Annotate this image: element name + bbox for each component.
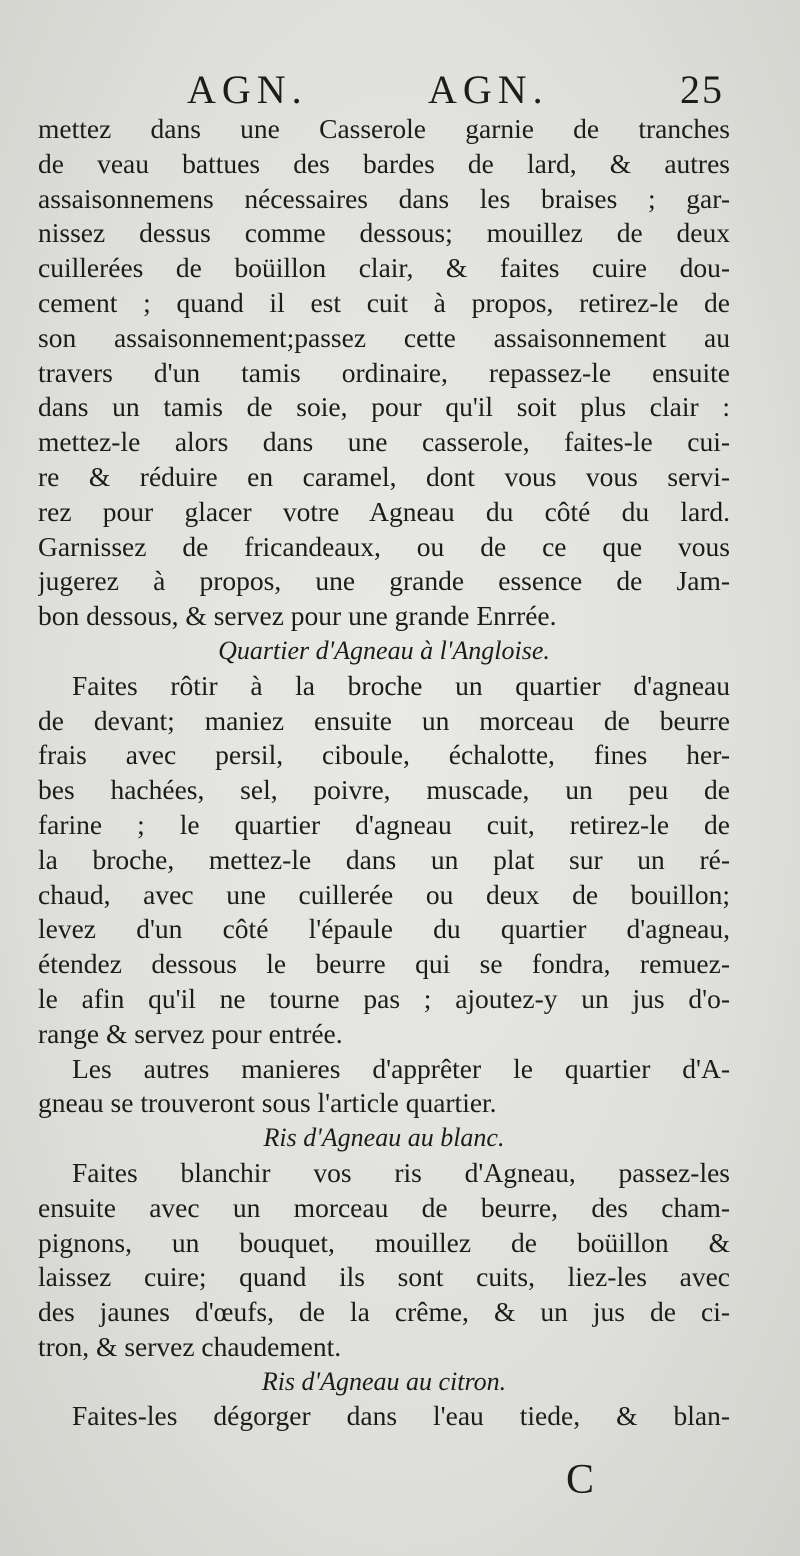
- text-line: range & servez pour entrée.: [38, 1017, 343, 1049]
- header-left-word: AGN.: [187, 67, 308, 112]
- text-line: Les autres manieres d'apprêter le quartier d'A-: [72, 1052, 730, 1084]
- text-line: rez pour glacer votre Agneau du côté du lard.: [38, 495, 730, 527]
- section-heading: Ris d'Agneau au citron.: [261, 1366, 507, 1396]
- text-line: bon dessous, & servez pour une grande Enrrée.: [38, 600, 557, 632]
- text-line: de veau battues des bardes de lard, & autres: [38, 147, 730, 179]
- text-line: des jaunes d'œufs, de la crême, & un jus de ci-: [38, 1296, 730, 1328]
- text-line: de devant; maniez ensuite un morceau de beurre: [38, 704, 730, 736]
- text-line: Faites-les dégorger dans l'eau tiede, & blan-: [72, 1400, 730, 1432]
- text-line: la broche, mettez-le dans un plat sur un ré-: [38, 843, 730, 875]
- text-line: étendez dessous le beurre qui se fondra, remuez-: [38, 948, 730, 980]
- text-line: son assaisonnement;passez cette assaisonnement au: [38, 321, 730, 353]
- text-line: cuillerées de boüillon clair, & faites cuire dou-: [38, 252, 730, 284]
- text-line: pignons, un bouquet, mouillez de boüillon &: [38, 1226, 730, 1258]
- header-center-word: AGN.: [428, 67, 549, 112]
- section-heading: Quartier d'Agneau à l'Angloise.: [218, 635, 550, 665]
- text-line: mettez-le alors dans une casserole, faites-le cui-: [38, 426, 730, 458]
- text-line: travers d'un tamis ordinaire, repassez-le ensuite: [38, 356, 730, 388]
- text-line: chaud, avec une cuillerée ou deux de bouillon;: [38, 878, 730, 910]
- text-line: jugerez à propos, une grande essence de Jam-: [38, 565, 730, 597]
- text-line: ensuite avec un morceau de beurre, des cham-: [38, 1191, 730, 1223]
- text-line: levez d'un côté l'épaule du quartier d'agneau,: [38, 913, 730, 945]
- text-line: Faites rôtir à la broche un quartier d'agneau: [72, 669, 730, 701]
- text-line: frais avec persil, ciboule, échalotte, fines her-: [38, 739, 730, 771]
- text-line: re & réduire en caramel, dont vous vous servi-: [38, 460, 730, 492]
- text-line: assaisonnemens nécessaires dans les braises ; gar-: [38, 182, 730, 214]
- text-line: gneau se trouveront sous l'article quartier.: [38, 1087, 497, 1119]
- text-body: [38, 112, 730, 1434]
- text-line: Faites blanchir vos ris d'Agneau, passez-les: [72, 1156, 730, 1188]
- text-line: nissez dessus comme dessous; mouillez de deux: [38, 217, 730, 249]
- text-line: tron, & servez chaudement.: [38, 1330, 342, 1362]
- text-line: farine ; le quartier d'agneau cuit, retirez-le de: [38, 808, 730, 840]
- page-number: 25: [680, 67, 724, 112]
- text-line: mettez dans une Casserole garnie de tranches: [38, 113, 730, 144]
- text-line: laissez cuire; quand ils sont cuits, liez-les avec: [38, 1261, 730, 1293]
- text-line: le afin qu'il ne tourne pas ; ajoutez-y un jus d'o-: [38, 982, 730, 1014]
- text-line: Garnissez de fricandeaux, ou de ce que vous: [38, 530, 730, 562]
- section-heading: Ris d'Agneau au blanc.: [263, 1123, 505, 1153]
- running-header: [0, 66, 800, 110]
- text-line: cement ; quand il est cuit à propos, retirez-le de: [38, 286, 730, 318]
- text-line: bes hachées, sel, poivre, muscade, un peu de: [38, 774, 730, 806]
- signature-mark: C: [566, 1457, 595, 1503]
- text-line: dans un tamis de soie, pour qu'il soit plus clair :: [38, 391, 730, 423]
